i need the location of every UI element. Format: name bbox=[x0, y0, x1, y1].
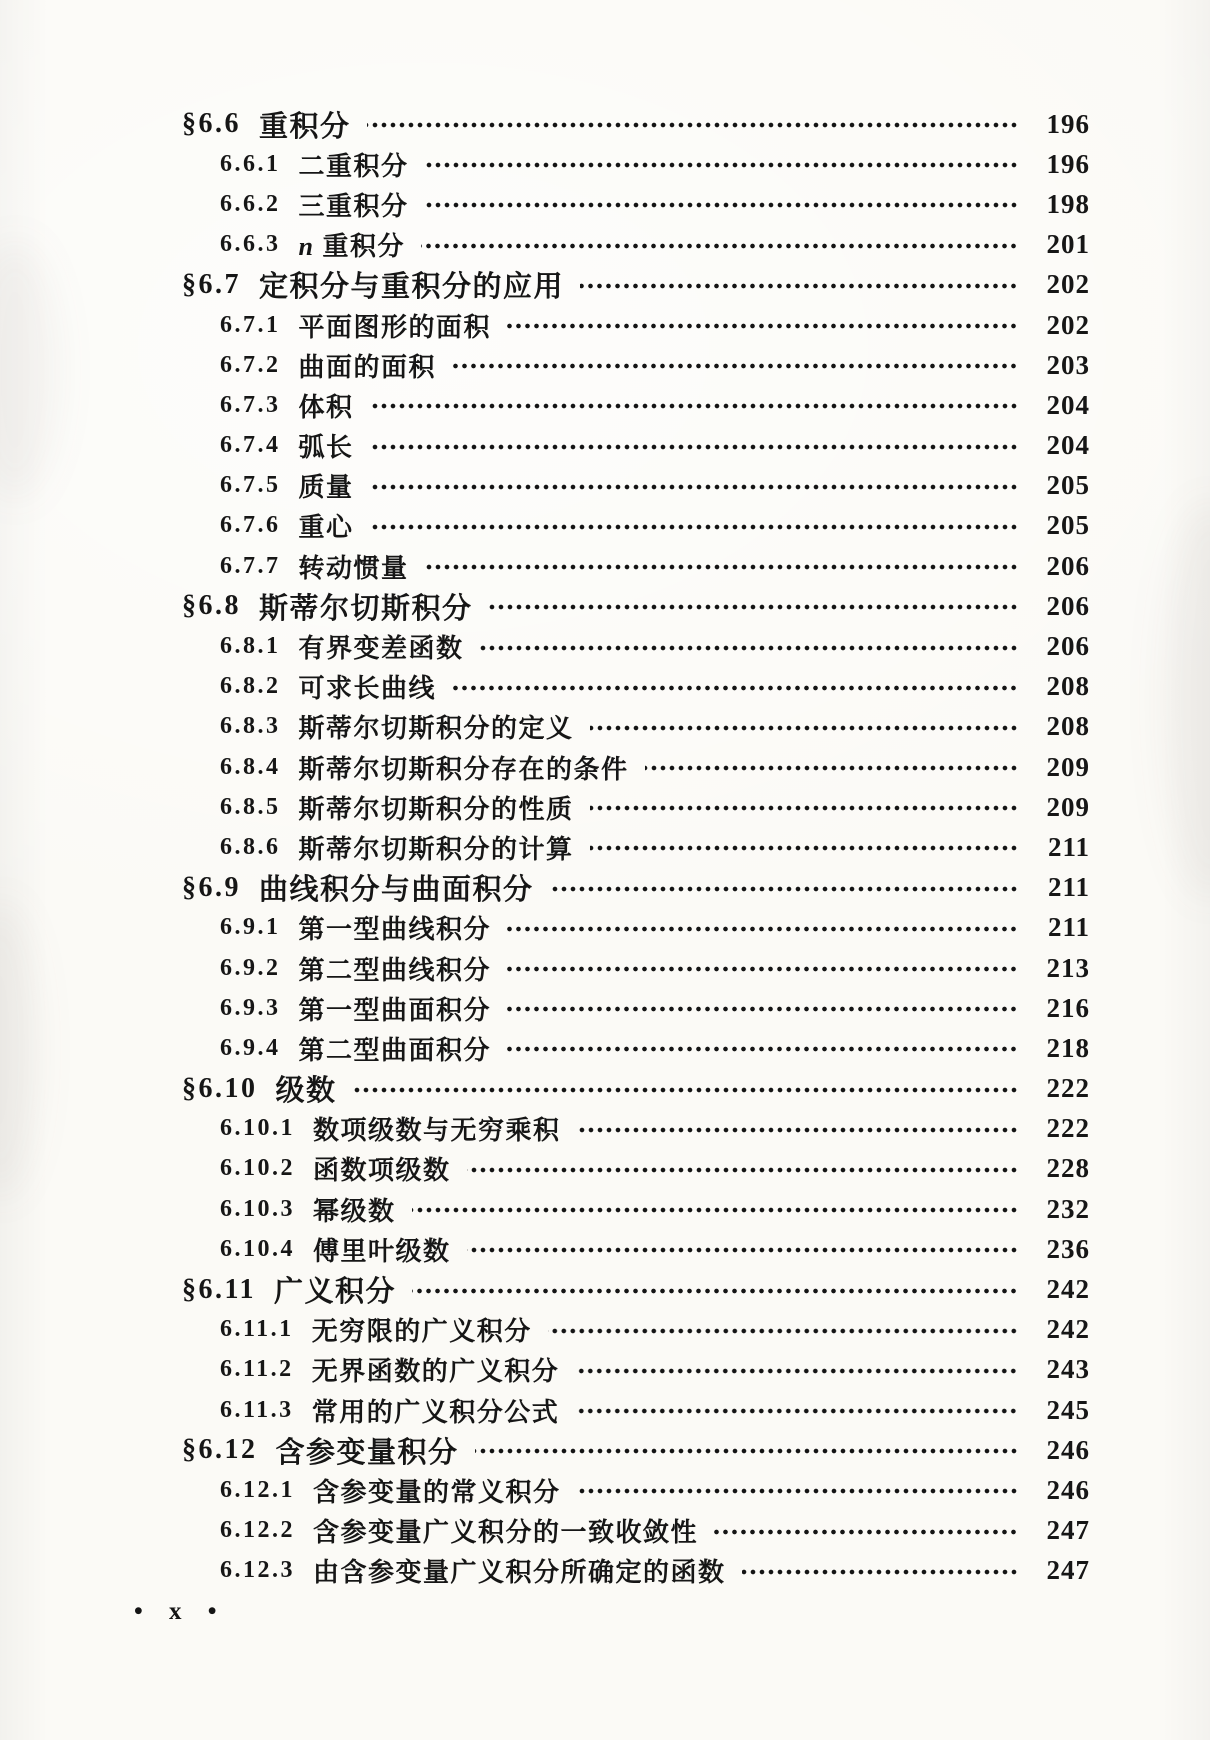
entry-title: 有界变差函数 bbox=[298, 633, 464, 664]
entry-title: 斯蒂尔切斯积分的定义 bbox=[298, 713, 574, 744]
entry-number: 6.9.2 bbox=[220, 954, 281, 981]
dot-leader bbox=[577, 1481, 1018, 1501]
entry-number: 6.8.1 bbox=[220, 633, 281, 660]
toc-entry bbox=[182, 667, 1090, 707]
toc-entry bbox=[182, 1069, 1090, 1109]
entry-number: §6.7 bbox=[182, 268, 241, 300]
entry-page-number: 209 bbox=[1046, 791, 1090, 822]
entry-title: 数项级数与无穷乘积 bbox=[313, 1115, 561, 1146]
toc-entry bbox=[182, 104, 1090, 144]
entry-number: 6.10.2 bbox=[220, 1155, 295, 1182]
entry-title: 函数项级数 bbox=[313, 1155, 451, 1186]
dot-leader bbox=[575, 1361, 1018, 1381]
entry-title: 幂级数 bbox=[313, 1195, 396, 1226]
toc-entry bbox=[182, 586, 1090, 626]
entry-title: 含参变量积分 bbox=[275, 1436, 459, 1469]
entry-title: 斯蒂尔切斯积分存在的条件 bbox=[298, 753, 629, 784]
dot-leader bbox=[489, 597, 1018, 617]
entry-title: 含参变量的常义积分 bbox=[313, 1476, 561, 1507]
entry-page-number: 247 bbox=[1046, 1555, 1090, 1586]
entry-number: 6.6.3 bbox=[220, 231, 281, 258]
entry-page-number: 203 bbox=[1046, 349, 1090, 380]
dot-leader bbox=[370, 517, 1018, 537]
entry-page-number: 247 bbox=[1046, 1515, 1090, 1546]
entry-title: 第一型曲面积分 bbox=[298, 994, 492, 1025]
toc-entry bbox=[182, 1350, 1090, 1390]
toc-entry bbox=[182, 1551, 1090, 1591]
dot-leader bbox=[412, 1281, 1018, 1301]
dot-leader bbox=[590, 838, 1018, 858]
entry-page-number: 246 bbox=[1046, 1434, 1090, 1465]
page-number-footer: • x • bbox=[134, 1598, 219, 1625]
entry-number: 6.8.5 bbox=[220, 793, 281, 820]
toc-list bbox=[182, 104, 1090, 1591]
entry-number: §6.8 bbox=[182, 590, 241, 622]
toc-entry bbox=[182, 827, 1090, 867]
entry-page-number: 208 bbox=[1046, 671, 1090, 702]
dot-leader bbox=[467, 1240, 1018, 1260]
toc-entry bbox=[182, 787, 1090, 827]
dot-leader bbox=[742, 1562, 1018, 1582]
toc-entry bbox=[182, 1028, 1090, 1068]
entry-title: 斯蒂尔切斯积分的计算 bbox=[298, 833, 574, 864]
entry-title: 体积 bbox=[298, 391, 354, 422]
entry-number: 6.7.5 bbox=[220, 472, 281, 499]
toc-entry bbox=[182, 948, 1090, 988]
entry-title: 由含参变量广义积分所确定的函数 bbox=[313, 1557, 726, 1588]
entry-page-number: 211 bbox=[1047, 872, 1090, 903]
dot-leader bbox=[412, 1200, 1018, 1220]
entry-number: 6.9.1 bbox=[220, 914, 281, 941]
toc-entry bbox=[182, 908, 1090, 948]
toc-entry bbox=[182, 1109, 1090, 1149]
entry-number: 6.7.6 bbox=[220, 512, 281, 539]
entry-title: 定积分与重积分的应用 bbox=[259, 271, 565, 304]
entry-page-number: 208 bbox=[1046, 711, 1090, 742]
entry-title: 斯蒂尔切斯积分的性质 bbox=[298, 793, 574, 824]
entry-page-number: 245 bbox=[1046, 1394, 1090, 1425]
entry-title: 曲线积分与曲面积分 bbox=[259, 874, 534, 907]
dot-leader bbox=[452, 356, 1018, 376]
entry-page-number: 206 bbox=[1046, 590, 1090, 621]
entry-number: 6.12.3 bbox=[220, 1557, 295, 1584]
entry-title: 质量 bbox=[298, 472, 354, 503]
entry-page-number: 202 bbox=[1046, 309, 1090, 340]
toc-entry bbox=[182, 1189, 1090, 1229]
entry-title: 无界函数的广义积分 bbox=[311, 1356, 560, 1387]
entry-number: 6.6.1 bbox=[220, 150, 281, 177]
entry-page-number: 242 bbox=[1046, 1314, 1090, 1345]
entry-number: §6.12 bbox=[182, 1434, 258, 1466]
entry-title: 三重积分 bbox=[298, 190, 409, 221]
dot-leader bbox=[548, 1321, 1018, 1341]
entry-title: 第二型曲线积分 bbox=[298, 954, 492, 985]
toc-entry bbox=[182, 265, 1090, 305]
entry-title: n 重积分 bbox=[298, 231, 405, 262]
dot-leader bbox=[452, 678, 1018, 698]
entry-page-number: 243 bbox=[1046, 1354, 1090, 1385]
entry-number: 6.11.3 bbox=[220, 1396, 294, 1423]
entry-title: 曲面的面积 bbox=[298, 351, 437, 382]
entry-title: 平面图形的面积 bbox=[298, 311, 492, 342]
toc-entry bbox=[182, 1149, 1090, 1189]
entry-number: 6.12.2 bbox=[220, 1517, 295, 1544]
entry-number: 6.9.4 bbox=[220, 1034, 281, 1061]
entry-number: §6.10 bbox=[182, 1072, 258, 1104]
toc-entry bbox=[182, 626, 1090, 666]
entry-number: 6.9.3 bbox=[220, 994, 281, 1021]
toc-entry bbox=[182, 1390, 1090, 1430]
dot-leader bbox=[425, 557, 1018, 577]
dot-leader bbox=[425, 155, 1018, 175]
entry-page-number: 216 bbox=[1046, 992, 1090, 1023]
entry-title: 第二型曲面积分 bbox=[298, 1034, 492, 1065]
dot-leader bbox=[714, 1522, 1018, 1542]
dot-leader bbox=[550, 879, 1018, 899]
entry-page-number: 246 bbox=[1046, 1474, 1090, 1505]
dot-leader bbox=[467, 1160, 1018, 1180]
entry-number: 6.6.2 bbox=[220, 190, 281, 217]
entry-number: 6.12.1 bbox=[220, 1476, 295, 1503]
entry-page-number: 205 bbox=[1046, 510, 1090, 541]
entry-number: §6.11 bbox=[182, 1273, 256, 1305]
entry-page-number: 196 bbox=[1046, 108, 1090, 139]
dot-leader bbox=[577, 1120, 1018, 1140]
toc-entry bbox=[182, 506, 1090, 546]
dot-leader bbox=[507, 959, 1018, 979]
dot-leader bbox=[507, 919, 1018, 939]
entry-title: 广义积分 bbox=[273, 1276, 396, 1309]
dot-leader bbox=[370, 477, 1018, 497]
entry-page-number: 205 bbox=[1046, 470, 1090, 501]
entry-number: 6.8.2 bbox=[220, 673, 281, 700]
dot-leader bbox=[590, 718, 1018, 738]
toc-entry bbox=[182, 184, 1090, 224]
entry-page-number: 204 bbox=[1046, 430, 1090, 461]
toc-entry bbox=[182, 1511, 1090, 1551]
entry-number: 6.10.4 bbox=[220, 1235, 295, 1262]
entry-page-number: 209 bbox=[1046, 751, 1090, 782]
entry-number: 6.8.6 bbox=[220, 833, 281, 860]
dot-leader bbox=[507, 1039, 1018, 1059]
toc-entry bbox=[182, 1269, 1090, 1309]
toc-entry bbox=[182, 1310, 1090, 1350]
entry-title: 弧长 bbox=[298, 432, 354, 463]
entry-title: 二重积分 bbox=[298, 150, 409, 181]
entry-page-number: 236 bbox=[1046, 1233, 1090, 1264]
dot-leader bbox=[370, 437, 1018, 457]
dot-leader bbox=[367, 115, 1018, 135]
entry-number: 6.7.2 bbox=[220, 351, 281, 378]
entry-title: 无穷限的广义积分 bbox=[311, 1316, 532, 1347]
entry-number: 6.8.3 bbox=[220, 713, 281, 740]
dot-leader bbox=[421, 236, 1018, 256]
dot-leader bbox=[645, 758, 1018, 778]
entry-title: 常用的广义积分公式 bbox=[311, 1396, 560, 1427]
scan-smudge bbox=[0, 900, 40, 1200]
entry-number: 6.8.4 bbox=[220, 753, 281, 780]
entry-number: §6.6 bbox=[182, 108, 241, 140]
entry-number: 6.7.7 bbox=[220, 552, 281, 579]
toc-entry bbox=[182, 426, 1090, 466]
entry-title: 第一型曲线积分 bbox=[298, 914, 492, 945]
entry-title: 傅里叶级数 bbox=[313, 1235, 451, 1266]
entry-number: §6.9 bbox=[182, 871, 241, 903]
dot-leader bbox=[575, 1401, 1018, 1421]
entry-title: 可求长曲线 bbox=[298, 673, 437, 704]
toc-entry bbox=[182, 1229, 1090, 1269]
entry-page-number: 206 bbox=[1046, 631, 1090, 662]
entry-page-number: 213 bbox=[1046, 952, 1090, 983]
entry-number: 6.7.4 bbox=[220, 432, 281, 459]
entry-page-number: 232 bbox=[1046, 1193, 1090, 1224]
entry-page-number: 202 bbox=[1046, 269, 1090, 300]
entry-number: 6.7.3 bbox=[220, 391, 281, 418]
toc-entry bbox=[182, 1470, 1090, 1510]
scan-smudge bbox=[0, 240, 60, 500]
entry-page-number: 196 bbox=[1046, 148, 1090, 179]
toc-entry bbox=[182, 707, 1090, 747]
entry-page-number: 222 bbox=[1046, 1073, 1090, 1104]
dot-leader bbox=[475, 1441, 1018, 1461]
entry-title: 斯蒂尔切斯积分 bbox=[259, 592, 473, 625]
dot-leader bbox=[580, 276, 1018, 296]
entry-page-number: 201 bbox=[1046, 229, 1090, 260]
toc-entry bbox=[182, 868, 1090, 908]
entry-number: 6.11.2 bbox=[220, 1356, 294, 1383]
entry-title: 级数 bbox=[275, 1075, 337, 1108]
entry-page-number: 228 bbox=[1046, 1153, 1090, 1184]
entry-title: 含参变量广义积分的一致收敛性 bbox=[313, 1517, 699, 1548]
toc-entry bbox=[182, 305, 1090, 345]
entry-page-number: 204 bbox=[1046, 389, 1090, 420]
entry-number: 6.7.1 bbox=[220, 311, 281, 338]
toc-entry bbox=[182, 466, 1090, 506]
dot-leader bbox=[590, 798, 1018, 818]
dot-leader bbox=[353, 1080, 1018, 1100]
dot-leader bbox=[507, 999, 1018, 1019]
toc-entry bbox=[182, 988, 1090, 1028]
toc-entry bbox=[182, 144, 1090, 184]
toc-entry bbox=[182, 345, 1090, 385]
toc-entry bbox=[182, 747, 1090, 787]
entry-page-number: 198 bbox=[1046, 188, 1090, 219]
dot-leader bbox=[370, 396, 1018, 416]
toc-entry bbox=[182, 385, 1090, 425]
entry-page-number: 218 bbox=[1046, 1032, 1090, 1063]
entry-page-number: 222 bbox=[1046, 1113, 1090, 1144]
toc-entry bbox=[182, 546, 1090, 586]
toc-entry bbox=[182, 1430, 1090, 1470]
entry-page-number: 242 bbox=[1046, 1274, 1090, 1305]
entry-number: 6.10.1 bbox=[220, 1115, 295, 1142]
toc-entry bbox=[182, 225, 1090, 265]
dot-leader bbox=[507, 316, 1018, 336]
entry-page-number: 211 bbox=[1047, 912, 1090, 943]
entry-page-number: 206 bbox=[1046, 550, 1090, 581]
entry-number: 6.10.3 bbox=[220, 1195, 295, 1222]
entry-title: 重心 bbox=[298, 512, 354, 543]
scan-smudge bbox=[1160, 500, 1210, 900]
entry-title: 转动惯量 bbox=[298, 552, 409, 583]
entry-number: 6.11.1 bbox=[220, 1316, 294, 1343]
entry-title: 重积分 bbox=[259, 110, 351, 143]
entry-page-number: 211 bbox=[1047, 831, 1090, 862]
dot-leader bbox=[425, 195, 1018, 215]
dot-leader bbox=[480, 638, 1018, 658]
